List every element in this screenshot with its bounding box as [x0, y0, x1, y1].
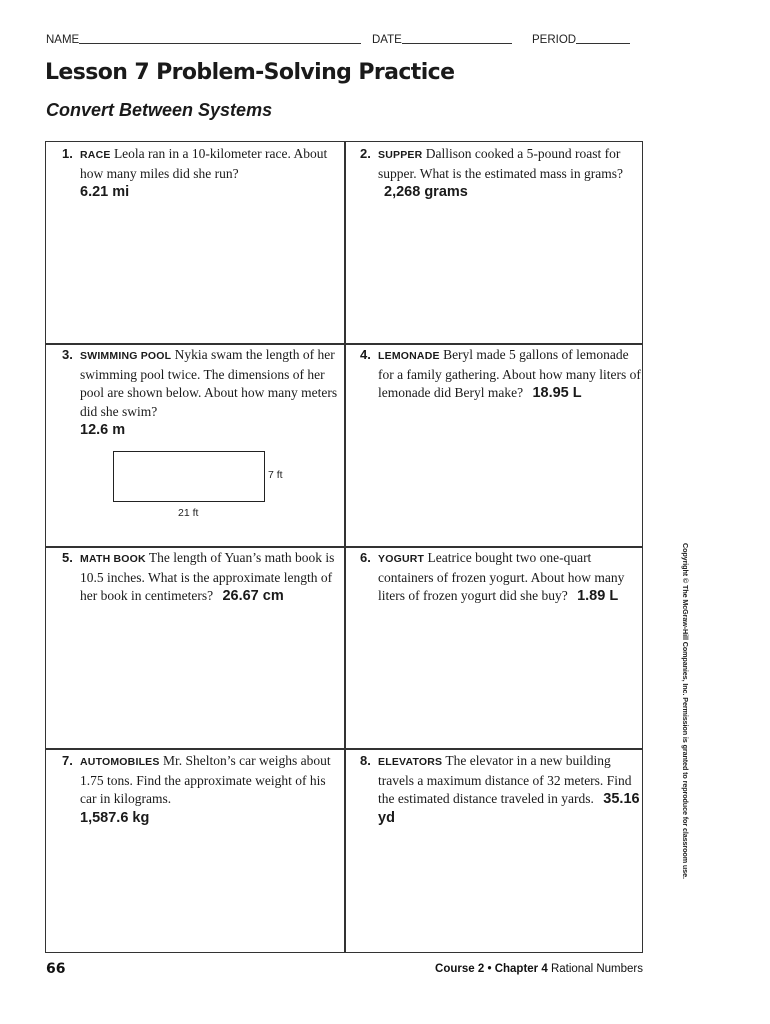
problem-answer: 1.89 L [577, 588, 619, 604]
name-field [46, 34, 79, 46]
problem-6 [360, 549, 643, 606]
problem-answer: 1,587.6 kg [80, 809, 150, 826]
problem-answer: 35.16 yd [378, 791, 640, 826]
footer-course-info [435, 963, 643, 975]
page-title: Lesson 7 Problem-Solving Practice [45, 60, 455, 85]
problem-text: Mr. Shelton’s car weighs about 1.75 tons. Find the approximate weight of his car in kilograms. [80, 753, 331, 806]
date-blank [402, 34, 512, 44]
problem-number: 8. [360, 753, 371, 768]
problem-2 [360, 145, 643, 202]
problem-7 [62, 752, 345, 827]
problem-text: The elevator in a new building travels a maximum distance of 32 meters. Find the estimated distance traveled in yards. [378, 753, 632, 806]
date-label: DATE [372, 34, 402, 46]
problem-number: 3. [62, 347, 73, 362]
period-field [532, 34, 576, 46]
problem-number: 4. [360, 347, 371, 362]
problem-text: The length of Yuan’s math book is 10.5 inches. What is the approximate length of her book in centimeters? [80, 550, 335, 603]
problem-answer: 12.6 m [80, 422, 126, 438]
problem-text: Nykia swam the length of her swimming pool twice. The dimensions of her pool are shown below. About how many meters did she swim? [80, 347, 338, 419]
problem-4 [360, 346, 643, 403]
copyright-notice: Copyright © The McGraw-Hill Companies, Inc. Permission is granted to reproduce for classroom use. [681, 543, 690, 879]
grid-divider-row3 [46, 748, 642, 750]
problem-keyword: ELEVATORS [378, 756, 443, 768]
name-blank [79, 34, 361, 44]
problem-3 [62, 346, 345, 440]
problem-8 [360, 752, 643, 827]
problem-number: 5. [62, 550, 73, 565]
problem-keyword: LEMONADE [378, 350, 440, 362]
problem-keyword: YOGURT [378, 553, 425, 565]
problem-keyword: SWIMMING POOL [80, 350, 172, 362]
period-label: PERIOD [532, 34, 577, 46]
date-field [372, 34, 402, 46]
problem-5 [62, 549, 345, 606]
problem-grid [45, 141, 643, 953]
footer-course: Course 2 [435, 963, 485, 975]
problem-1 [62, 145, 345, 202]
problem-keyword: MATH BOOK [80, 553, 146, 565]
problem-number: 1. [62, 146, 73, 161]
name-label: NAME [46, 34, 80, 46]
page-subtitle: Convert Between Systems [46, 100, 273, 120]
problem-keyword: AUTOMOBILES [80, 756, 160, 768]
problem-answer: 18.95 L [532, 385, 582, 401]
period-blank [576, 34, 630, 44]
pool-length-label: 21 ft [178, 507, 199, 519]
problem-answer: 6.21 mi [80, 184, 130, 200]
problem-number: 2. [360, 146, 371, 161]
problem-keyword: SUPPER [378, 149, 423, 161]
page-number: 66 [46, 961, 66, 977]
problem-text: Leola ran in a 10-kilometer race. About how many miles did she run? [80, 146, 328, 181]
grid-divider-row2 [46, 546, 642, 548]
problem-text: Dallison cooked a 5-pound roast for supper. What is the estimated mass in grams? [378, 146, 623, 181]
problem-text: Leatrice bought two one-quart containers of frozen yogurt. About how many liters of frozen yogurt did she buy? [378, 550, 625, 603]
footer-chapter-title: Rational Numbers [550, 963, 643, 975]
problem-text: Beryl made 5 gallons of lemonade for a family gathering. About how many liters of lemonade did Beryl make? [378, 347, 641, 400]
problem-number: 7. [62, 753, 73, 768]
footer-chapter: Chapter 4 [494, 963, 548, 975]
header-line [46, 34, 646, 48]
problem-answer: 2,268 grams [384, 184, 468, 200]
problem-answer: 26.67 cm [222, 588, 284, 604]
pool-width-label: 7 ft [268, 469, 283, 481]
problem-number: 6. [360, 550, 371, 565]
grid-divider-row1 [46, 343, 642, 345]
problem-keyword: RACE [80, 149, 111, 161]
footer-bullet: • [487, 963, 492, 975]
pool-diagram-rectangle [113, 451, 265, 502]
